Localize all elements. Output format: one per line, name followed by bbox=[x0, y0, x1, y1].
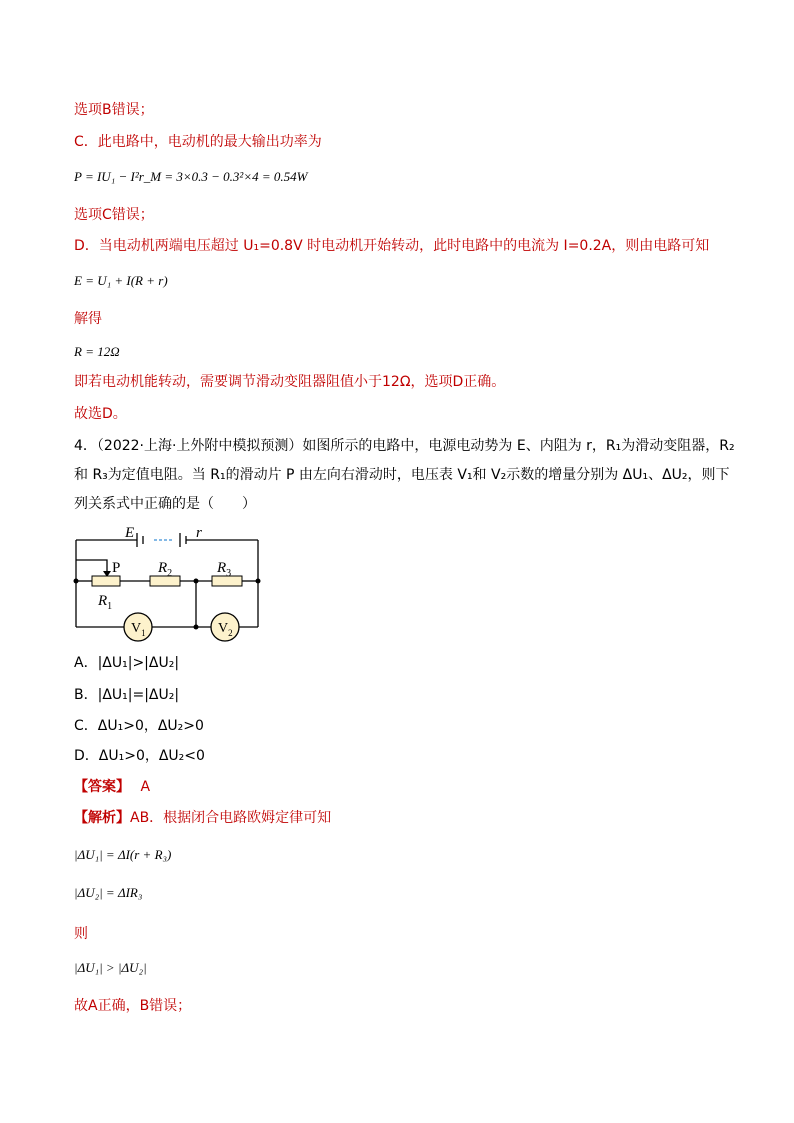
option-c: C．ΔU₁>0，ΔU₂>0 bbox=[74, 718, 204, 734]
question-text: 列关系式中正确的是（ ） bbox=[74, 496, 256, 512]
analysis-text: AB．根据闭合电路欧姆定律可知 bbox=[130, 810, 332, 826]
r3-label: R bbox=[217, 560, 227, 576]
r3-subscript: 3 bbox=[226, 568, 232, 579]
formula-compare: |ΔU₁| > |ΔU₂| bbox=[74, 960, 147, 975]
analysis-line bbox=[74, 809, 331, 827]
resistance-label-r: r bbox=[196, 525, 202, 541]
answer-value: A bbox=[140, 779, 151, 795]
r1-label: R bbox=[98, 593, 108, 609]
text-line: 故选D。 bbox=[74, 406, 127, 422]
battery-label-e: E bbox=[125, 525, 135, 541]
v2-label: V bbox=[218, 621, 229, 636]
answer-line bbox=[74, 778, 150, 796]
text-line: 解得 bbox=[74, 311, 102, 327]
analysis-label: 【解析】 bbox=[74, 810, 130, 826]
svg-text:R1 bbox=[97, 593, 112, 612]
option-b: B．|ΔU₁|=|ΔU₂| bbox=[74, 687, 180, 703]
formula-du1: |ΔU₁| = ΔI(r + R₃) bbox=[74, 847, 172, 862]
formula-resistance: R = 12Ω bbox=[74, 344, 120, 359]
v2-subscript: 2 bbox=[228, 628, 233, 638]
circuit-diagram bbox=[70, 520, 270, 642]
question-text: 4．（2022·上海·上外附中模拟预测）如图所示的电路中，电源电动势为 E、内阻为 r，R₁为滑动变阻器，R₂ bbox=[74, 438, 735, 454]
formula-emf: E = U₁ + I(R + r) bbox=[74, 273, 168, 288]
text-line: 选项B错误； bbox=[74, 102, 154, 118]
r2-label: R bbox=[158, 560, 168, 576]
r1-subscript: 1 bbox=[107, 601, 113, 612]
option-a: A．|ΔU₁|>|ΔU₂| bbox=[74, 655, 180, 671]
text-line: 即若电动机能转动，需要调节滑动变阻器阻值小于12Ω，选项D正确。 bbox=[74, 374, 506, 390]
v1-label: V bbox=[131, 621, 142, 636]
r2-subscript: 2 bbox=[167, 568, 173, 579]
text-line: D．当电动机两端电压超过 U₁=0.8V 时电动机开始转动，此时电路中的电流为 I=0.2A，则由电路可知 bbox=[74, 238, 710, 254]
slider-label-p: P bbox=[112, 560, 121, 576]
text-line: 则 bbox=[74, 926, 88, 942]
question-text: 和 R₃为定值电阻。当 R₁的滑动片 P 由左向右滑动时，电压表 V₁和 V₂示数的增量分别为 ΔU₁、ΔU₂，则下 bbox=[74, 467, 730, 483]
formula-du2: |ΔU₂| = ΔIR₃ bbox=[74, 885, 143, 900]
resistor-r1 bbox=[92, 576, 120, 586]
text-line: 故A正确，B错误； bbox=[74, 998, 192, 1014]
resistor-r2 bbox=[150, 576, 180, 586]
answer-label: 【答案】 bbox=[74, 779, 130, 795]
text-line: C．此电路中，电动机的最大输出功率为 bbox=[74, 134, 322, 150]
v1-subscript: 1 bbox=[141, 628, 146, 638]
text-line: 选项C错误； bbox=[74, 207, 154, 223]
option-d: D．ΔU₁>0，ΔU₂<0 bbox=[74, 748, 205, 764]
formula-power: P = IU₁ − I²r_M = 3×0.3 − 0.3²×4 = 0.54W bbox=[74, 169, 308, 184]
